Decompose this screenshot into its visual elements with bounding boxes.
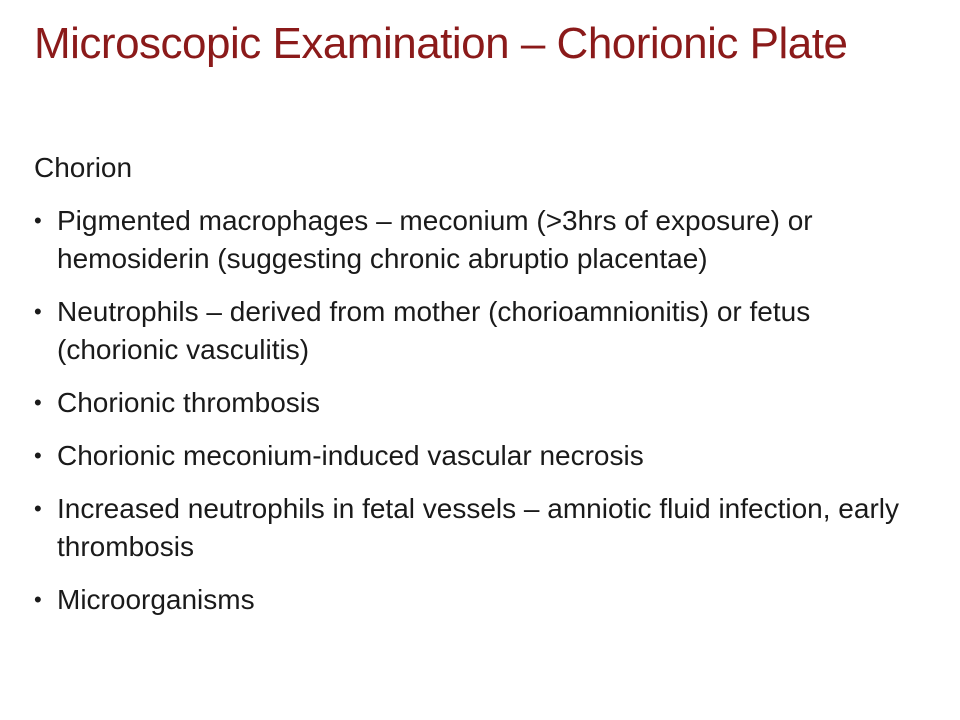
list-item [34,490,934,566]
list-item [34,437,934,475]
list-item-text: Chorionic thrombosis [57,387,320,418]
bullet-icon: • [34,390,42,415]
bullet-icon: • [34,496,42,521]
bullet-icon: • [34,299,42,324]
bullet-list [34,202,934,619]
list-item [34,202,934,278]
list-item [34,384,934,422]
bullet-icon: • [34,443,42,468]
list-item-text: Neutrophils – derived from mother (chorioamnionitis) or fetus (chorionic vasculitis) [57,296,811,365]
bullet-icon: • [34,587,42,612]
bullet-icon: • [34,208,42,233]
list-item-text: Increased neutrophils in fetal vessels – amniotic fluid infection, early thrombosis [57,493,899,562]
slide-content [34,148,934,634]
list-item [34,581,934,619]
list-item-text: Microorganisms [57,584,255,615]
section-label: Chorion [34,152,133,183]
slide-title: Microscopic Examination – Chorionic Plate [34,19,848,68]
list-item [34,293,934,369]
list-item-text: Pigmented macrophages – meconium (>3hrs of exposure) or hemosiderin (suggesting chronic abruptio placentae) [57,205,813,274]
list-item-text: Chorionic meconium-induced vascular necrosis [57,440,644,471]
